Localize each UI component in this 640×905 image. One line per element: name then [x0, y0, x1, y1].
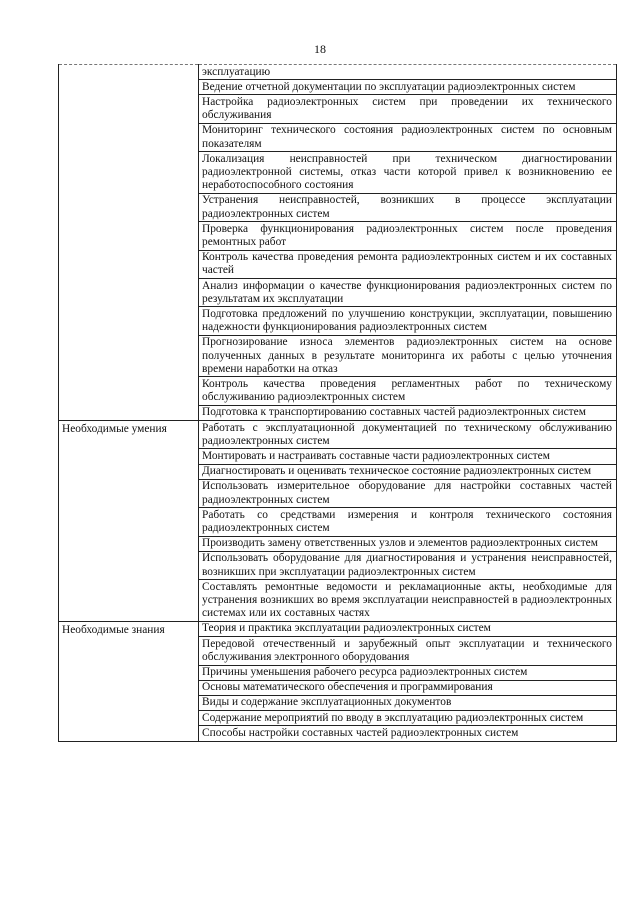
- list-item: Теория и практика эксплуатации радиоэлектронных систем: [199, 621, 617, 636]
- section-label-skills: Необходимые умения: [59, 421, 199, 622]
- list-item: Работать с эксплуатационной документацией по техническому обслуживанию радиоэлектронных систем: [199, 421, 617, 449]
- section-label-continued: [59, 65, 199, 421]
- list-item: Мониторинг технического состояния радиоэлектронных систем по основным показателям: [199, 123, 617, 151]
- requirements-table-body: [59, 65, 617, 742]
- table-row: [59, 421, 617, 449]
- list-item: Анализ информации о качестве функционирования радиоэлектронных систем по результатам их эксплуатации: [199, 279, 617, 307]
- list-item: Монтировать и настраивать составные части радиоэлектронных систем: [199, 449, 617, 464]
- list-item: Ведение отчетной документации по эксплуатации радиоэлектронных систем: [199, 80, 617, 95]
- list-item: Диагностировать и оценивать техническое состояние радиоэлектронных систем: [199, 464, 617, 479]
- list-item: Проверка функционирования радиоэлектронных систем после проведения ремонтных работ: [199, 222, 617, 250]
- list-item: Виды и содержание эксплуатационных документов: [199, 695, 617, 710]
- list-item: Прогнозирование износа элементов радиоэлектронных систем на основе полученных данных в результате мониторинга их работы с целью уточнения времени наработки на отказ: [199, 335, 617, 377]
- list-item: Локализация неисправностей при техническом диагностировании радиоэлектронной системы, отказ части которой привел к возникновению ее неработоспособного состояния: [199, 152, 617, 194]
- list-item: Устранения неисправностей, возникших в процессе эксплуатации радиоэлектронных систем: [199, 193, 617, 221]
- list-item: Подготовка к транспортированию составных частей радиоэлектронных систем: [199, 405, 617, 420]
- list-item: Контроль качества проведения ремонта радиоэлектронных систем и их составных частей: [199, 250, 617, 278]
- list-item: Содержание мероприятий по вводу в эксплуатацию радиоэлектронных систем: [199, 711, 617, 726]
- requirements-table: [58, 64, 617, 742]
- section-label-knowledge: Необходимые знания: [59, 621, 199, 741]
- table-row: [59, 65, 617, 80]
- list-item: Настройка радиоэлектронных систем при проведении их технического обслуживания: [199, 95, 617, 123]
- list-item: Контроль качества проведения регламентных работ по техническому обслуживанию радиоэлектронных систем: [199, 377, 617, 405]
- list-item: Использовать оборудование для диагностирования и устранения неисправностей, возникших при эксплуатации радиоэлектронных систем: [199, 551, 617, 579]
- list-item: Основы математического обеспечения и программирования: [199, 680, 617, 695]
- list-item: Способы настройки составных частей радиоэлектронных систем: [199, 726, 617, 741]
- list-item: эксплуатацию: [199, 65, 617, 80]
- list-item: Передовой отечественный и зарубежный опыт эксплуатации и технического обслуживания электронного оборудования: [199, 637, 617, 665]
- page-number: 18: [314, 42, 326, 56]
- list-item: Составлять ремонтные ведомости и рекламационные акты, необходимые для устранения возникших во время эксплуатации неисправностей в радиоэлектронных системах или их составных частях: [199, 580, 617, 622]
- table-row: [59, 621, 617, 636]
- list-item: Производить замену ответственных узлов и элементов радиоэлектронных систем: [199, 536, 617, 551]
- list-item: Работать со средствами измерения и контроля технического состояния радиоэлектронных систем: [199, 508, 617, 536]
- list-item: Подготовка предложений по улучшению конструкции, эксплуатации, повышению надежности функционирования радиоэлектронных систем: [199, 307, 617, 335]
- list-item: Использовать измерительное оборудование для настройки составных частей радиоэлектронных систем: [199, 479, 617, 507]
- list-item: Причины уменьшения рабочего ресурса радиоэлектронных систем: [199, 665, 617, 680]
